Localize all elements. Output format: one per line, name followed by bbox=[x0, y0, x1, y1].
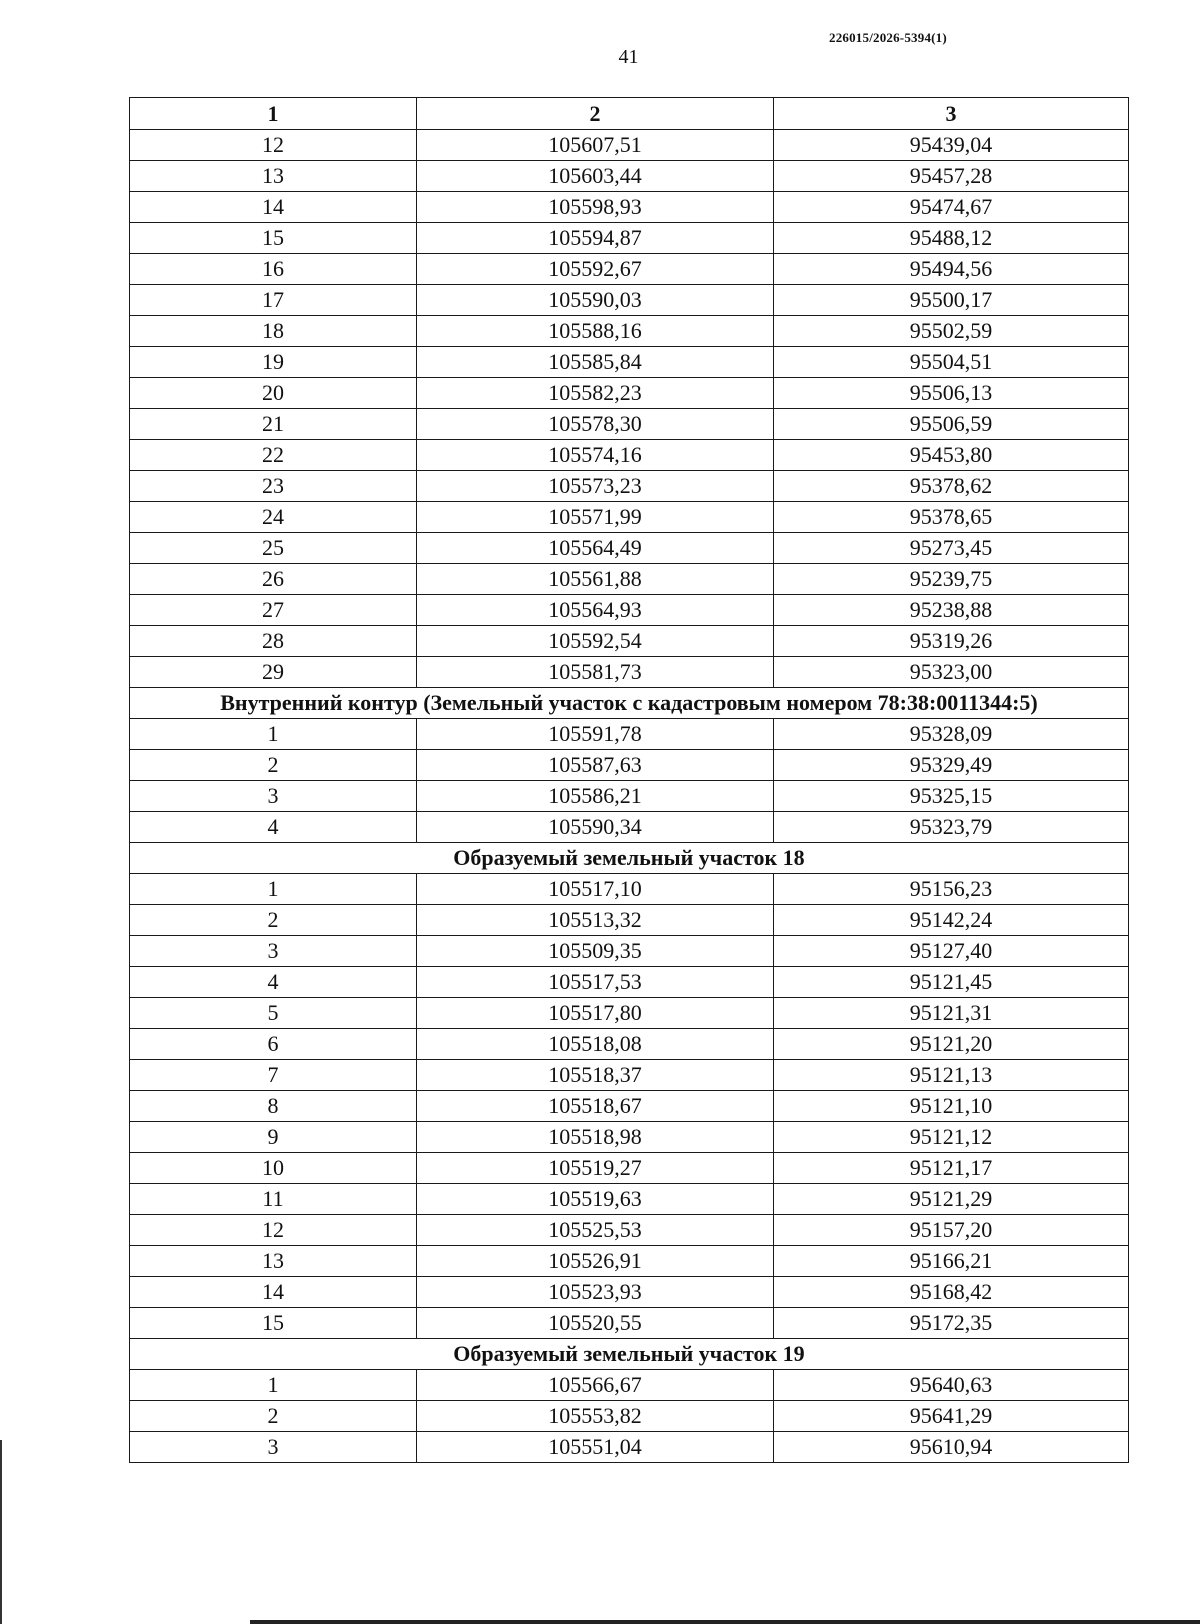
table-header bbox=[130, 98, 1129, 130]
table-row bbox=[130, 936, 1129, 967]
point-number-cell: 13 bbox=[130, 1246, 417, 1277]
table-row bbox=[130, 1029, 1129, 1060]
table-row bbox=[130, 564, 1129, 595]
point-number-cell: 5 bbox=[130, 998, 417, 1029]
coordinate-y-cell: 95325,15 bbox=[774, 781, 1129, 812]
table-row bbox=[130, 161, 1129, 192]
coordinate-x-cell: 105526,91 bbox=[417, 1246, 774, 1277]
table-row bbox=[130, 1246, 1129, 1277]
table-row bbox=[130, 1184, 1129, 1215]
table-row bbox=[130, 440, 1129, 471]
coordinate-x-cell: 105523,93 bbox=[417, 1277, 774, 1308]
coordinate-x-cell: 105517,80 bbox=[417, 998, 774, 1029]
table-row bbox=[130, 471, 1129, 502]
coordinate-y-cell: 95121,29 bbox=[774, 1184, 1129, 1215]
point-number-cell: 27 bbox=[130, 595, 417, 626]
table-header-row bbox=[130, 98, 1129, 130]
coordinate-y-cell: 95157,20 bbox=[774, 1215, 1129, 1246]
coordinate-x-cell: 105590,34 bbox=[417, 812, 774, 843]
coordinate-x-cell: 105517,10 bbox=[417, 874, 774, 905]
coordinate-y-cell: 95121,10 bbox=[774, 1091, 1129, 1122]
coordinate-x-cell: 105519,63 bbox=[417, 1184, 774, 1215]
point-number-cell: 15 bbox=[130, 1308, 417, 1339]
table-row bbox=[130, 502, 1129, 533]
coordinate-y-cell: 95121,31 bbox=[774, 998, 1129, 1029]
coordinate-x-cell: 105574,16 bbox=[417, 440, 774, 471]
table-row bbox=[130, 316, 1129, 347]
table-row bbox=[130, 254, 1129, 285]
coordinate-x-cell: 105573,23 bbox=[417, 471, 774, 502]
coordinate-y-cell: 95172,35 bbox=[774, 1308, 1129, 1339]
table-row bbox=[130, 1401, 1129, 1432]
point-number-cell: 3 bbox=[130, 781, 417, 812]
coordinate-y-cell: 95474,67 bbox=[774, 192, 1129, 223]
coordinates-table bbox=[129, 97, 1129, 1463]
coordinate-y-cell: 95457,28 bbox=[774, 161, 1129, 192]
coordinate-x-cell: 105603,44 bbox=[417, 161, 774, 192]
coordinate-y-cell: 95453,80 bbox=[774, 440, 1129, 471]
coordinate-y-cell: 95238,88 bbox=[774, 595, 1129, 626]
point-number-cell: 23 bbox=[130, 471, 417, 502]
coordinate-x-cell: 105582,23 bbox=[417, 378, 774, 409]
point-number-cell: 11 bbox=[130, 1184, 417, 1215]
coordinate-y-cell: 95239,75 bbox=[774, 564, 1129, 595]
point-number-cell: 21 bbox=[130, 409, 417, 440]
point-number-cell: 2 bbox=[130, 905, 417, 936]
coordinate-y-cell: 95323,00 bbox=[774, 657, 1129, 688]
coordinate-y-cell: 95439,04 bbox=[774, 130, 1129, 161]
point-number-cell: 1 bbox=[130, 874, 417, 905]
scan-edge-line bbox=[0, 1440, 2, 1624]
column-header-2: 2 bbox=[417, 98, 774, 130]
coordinate-y-cell: 95488,12 bbox=[774, 223, 1129, 254]
coordinate-x-cell: 105517,53 bbox=[417, 967, 774, 998]
table-row bbox=[130, 719, 1129, 750]
point-number-cell: 1 bbox=[130, 719, 417, 750]
coordinate-x-cell: 105586,21 bbox=[417, 781, 774, 812]
coordinate-x-cell: 105571,99 bbox=[417, 502, 774, 533]
point-number-cell: 15 bbox=[130, 223, 417, 254]
coordinate-y-cell: 95500,17 bbox=[774, 285, 1129, 316]
point-number-cell: 8 bbox=[130, 1091, 417, 1122]
table-row bbox=[130, 1215, 1129, 1246]
table-body bbox=[130, 130, 1129, 1463]
coordinate-y-cell: 95323,79 bbox=[774, 812, 1129, 843]
point-number-cell: 17 bbox=[130, 285, 417, 316]
point-number-cell: 4 bbox=[130, 967, 417, 998]
coordinate-x-cell: 105519,27 bbox=[417, 1153, 774, 1184]
scan-bottom-edge bbox=[250, 1620, 1200, 1624]
point-number-cell: 3 bbox=[130, 936, 417, 967]
coordinate-y-cell: 95166,21 bbox=[774, 1246, 1129, 1277]
table-row bbox=[130, 1060, 1129, 1091]
point-number-cell: 12 bbox=[130, 1215, 417, 1246]
point-number-cell: 13 bbox=[130, 161, 417, 192]
coordinate-y-cell: 95121,12 bbox=[774, 1122, 1129, 1153]
column-header-1: 1 bbox=[130, 98, 417, 130]
page-number: 41 bbox=[618, 46, 639, 68]
coordinate-y-cell: 95319,26 bbox=[774, 626, 1129, 657]
coordinate-x-cell: 105581,73 bbox=[417, 657, 774, 688]
coordinate-x-cell: 105518,67 bbox=[417, 1091, 774, 1122]
point-number-cell: 26 bbox=[130, 564, 417, 595]
table-row bbox=[130, 533, 1129, 564]
table-row bbox=[130, 223, 1129, 254]
coordinate-x-cell: 105518,98 bbox=[417, 1122, 774, 1153]
coordinate-y-cell: 95378,65 bbox=[774, 502, 1129, 533]
coordinate-y-cell: 95328,09 bbox=[774, 719, 1129, 750]
coordinate-x-cell: 105607,51 bbox=[417, 130, 774, 161]
table-row bbox=[130, 1370, 1129, 1401]
coordinate-y-cell: 95127,40 bbox=[774, 936, 1129, 967]
point-number-cell: 18 bbox=[130, 316, 417, 347]
coordinate-y-cell: 95494,56 bbox=[774, 254, 1129, 285]
coordinate-y-cell: 95121,13 bbox=[774, 1060, 1129, 1091]
coordinate-y-cell: 95121,45 bbox=[774, 967, 1129, 998]
table-row bbox=[130, 192, 1129, 223]
coordinate-y-cell: 95640,63 bbox=[774, 1370, 1129, 1401]
coordinate-y-cell: 95168,42 bbox=[774, 1277, 1129, 1308]
point-number-cell: 28 bbox=[130, 626, 417, 657]
column-header-3: 3 bbox=[774, 98, 1129, 130]
coordinate-x-cell: 105518,08 bbox=[417, 1029, 774, 1060]
coordinate-y-cell: 95121,20 bbox=[774, 1029, 1129, 1060]
point-number-cell: 4 bbox=[130, 812, 417, 843]
document-registration-number: 226015/2026-5394(1) bbox=[829, 30, 947, 45]
point-number-cell: 16 bbox=[130, 254, 417, 285]
coordinate-x-cell: 105513,32 bbox=[417, 905, 774, 936]
coordinate-y-cell: 95502,59 bbox=[774, 316, 1129, 347]
table-row bbox=[130, 347, 1129, 378]
table-row bbox=[130, 750, 1129, 781]
coordinate-y-cell: 95641,29 bbox=[774, 1401, 1129, 1432]
coordinate-y-cell: 95156,23 bbox=[774, 874, 1129, 905]
point-number-cell: 2 bbox=[130, 750, 417, 781]
coordinate-x-cell: 105591,78 bbox=[417, 719, 774, 750]
table-row bbox=[130, 1308, 1129, 1339]
table-row bbox=[130, 967, 1129, 998]
point-number-cell: 29 bbox=[130, 657, 417, 688]
table-row bbox=[130, 657, 1129, 688]
coordinate-x-cell: 105578,30 bbox=[417, 409, 774, 440]
table-row bbox=[130, 1122, 1129, 1153]
coordinate-y-cell: 95610,94 bbox=[774, 1432, 1129, 1463]
table-row bbox=[130, 998, 1129, 1029]
coordinate-y-cell: 95273,45 bbox=[774, 533, 1129, 564]
table-row bbox=[130, 285, 1129, 316]
point-number-cell: 1 bbox=[130, 1370, 417, 1401]
coordinate-x-cell: 105518,37 bbox=[417, 1060, 774, 1091]
coordinate-y-cell: 95378,62 bbox=[774, 471, 1129, 502]
point-number-cell: 10 bbox=[130, 1153, 417, 1184]
point-number-cell: 20 bbox=[130, 378, 417, 409]
coordinate-x-cell: 105525,53 bbox=[417, 1215, 774, 1246]
section-heading-row bbox=[130, 843, 1129, 874]
coordinate-y-cell: 95504,51 bbox=[774, 347, 1129, 378]
table-row bbox=[130, 409, 1129, 440]
point-number-cell: 2 bbox=[130, 1401, 417, 1432]
coordinate-y-cell: 95506,13 bbox=[774, 378, 1129, 409]
coordinate-x-cell: 105564,93 bbox=[417, 595, 774, 626]
table-row bbox=[130, 1277, 1129, 1308]
table-row bbox=[130, 595, 1129, 626]
coordinate-x-cell: 105587,63 bbox=[417, 750, 774, 781]
point-number-cell: 3 bbox=[130, 1432, 417, 1463]
point-number-cell: 25 bbox=[130, 533, 417, 564]
table-row bbox=[130, 812, 1129, 843]
table-row bbox=[130, 781, 1129, 812]
table-row bbox=[130, 1091, 1129, 1122]
point-number-cell: 14 bbox=[130, 1277, 417, 1308]
point-number-cell: 9 bbox=[130, 1122, 417, 1153]
section-heading: Внутренний контур (Земельный участок с кадастровым номером 78:38:0011344:5) bbox=[130, 688, 1129, 719]
coordinate-x-cell: 105564,49 bbox=[417, 533, 774, 564]
point-number-cell: 12 bbox=[130, 130, 417, 161]
coordinate-x-cell: 105594,87 bbox=[417, 223, 774, 254]
section-heading: Образуемый земельный участок 18 bbox=[130, 843, 1129, 874]
coordinate-x-cell: 105551,04 bbox=[417, 1432, 774, 1463]
coordinate-x-cell: 105561,88 bbox=[417, 564, 774, 595]
coordinate-y-cell: 95121,17 bbox=[774, 1153, 1129, 1184]
coordinate-x-cell: 105520,55 bbox=[417, 1308, 774, 1339]
coordinate-y-cell: 95506,59 bbox=[774, 409, 1129, 440]
table-row bbox=[130, 905, 1129, 936]
coordinate-x-cell: 105585,84 bbox=[417, 347, 774, 378]
table-row bbox=[130, 1432, 1129, 1463]
table-row bbox=[130, 1153, 1129, 1184]
table-row bbox=[130, 874, 1129, 905]
coordinate-x-cell: 105588,16 bbox=[417, 316, 774, 347]
table-row bbox=[130, 130, 1129, 161]
coordinate-y-cell: 95329,49 bbox=[774, 750, 1129, 781]
point-number-cell: 22 bbox=[130, 440, 417, 471]
point-number-cell: 6 bbox=[130, 1029, 417, 1060]
point-number-cell: 19 bbox=[130, 347, 417, 378]
coordinate-y-cell: 95142,24 bbox=[774, 905, 1129, 936]
coordinate-x-cell: 105553,82 bbox=[417, 1401, 774, 1432]
point-number-cell: 14 bbox=[130, 192, 417, 223]
table-row bbox=[130, 626, 1129, 657]
coordinate-x-cell: 105566,67 bbox=[417, 1370, 774, 1401]
coordinate-x-cell: 105598,93 bbox=[417, 192, 774, 223]
section-heading-row bbox=[130, 1339, 1129, 1370]
section-heading: Образуемый земельный участок 19 bbox=[130, 1339, 1129, 1370]
coordinate-x-cell: 105590,03 bbox=[417, 285, 774, 316]
table-row bbox=[130, 378, 1129, 409]
section-heading-row bbox=[130, 688, 1129, 719]
point-number-cell: 7 bbox=[130, 1060, 417, 1091]
coordinate-x-cell: 105509,35 bbox=[417, 936, 774, 967]
point-number-cell: 24 bbox=[130, 502, 417, 533]
coordinate-x-cell: 105592,67 bbox=[417, 254, 774, 285]
coordinate-x-cell: 105592,54 bbox=[417, 626, 774, 657]
